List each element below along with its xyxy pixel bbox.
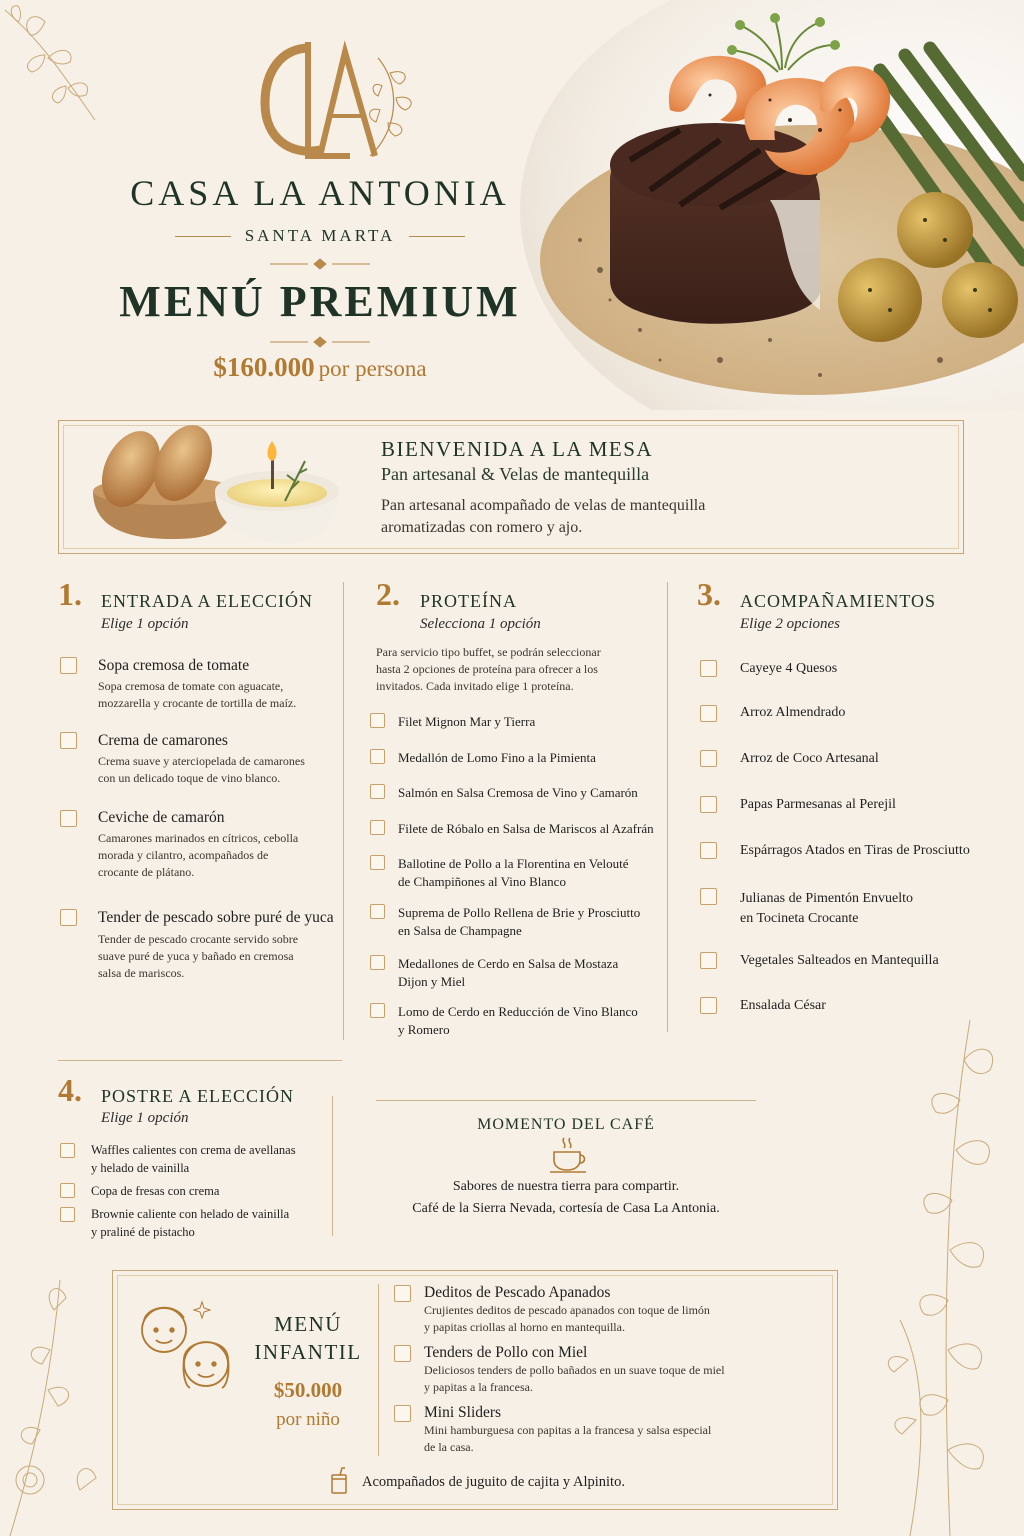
welcome-title: BIENVENIDA A LA MESA (381, 437, 654, 461)
section-title-acompanamientos: ACOMPAÑAMIENTOS (740, 591, 937, 611)
checkbox-entrada-1[interactable] (60, 657, 77, 674)
coffee-title: MOMENTO DEL CAFÉ (477, 1116, 655, 1133)
acomp-item-3: Arroz de Coco Artesanal (740, 751, 879, 766)
coffee-divider (376, 1100, 756, 1101)
section-title-proteina: PROTEÍNA (420, 591, 517, 611)
proteina-item-1-l1: Filet Mignon Mar y Tierra (398, 714, 536, 729)
checkbox-proteina-5[interactable] (370, 855, 385, 870)
kids-price-unit: por niño (276, 1409, 340, 1430)
welcome-box (58, 420, 964, 554)
checkbox-proteina-8[interactable] (370, 1003, 385, 1018)
entrada-desc-4-l2: suave puré de yuca y bañado en cremosa (98, 949, 294, 963)
checkbox-proteina-2[interactable] (370, 749, 385, 764)
section-subtitle-proteina: Selecciona 1 opción (420, 616, 541, 632)
price-amount: $160.000 (213, 352, 315, 382)
kids-faces-icon (134, 1296, 244, 1396)
acomp-item-8: Ensalada César (740, 998, 826, 1013)
proteina-item-3-l1: Salmón en Salsa Cremosa de Vino y Camarón (398, 785, 638, 800)
kids-title-l1: MENÚ (274, 1312, 342, 1336)
postre-item-1-l2: y helado de vainilla (91, 1161, 190, 1175)
entrada-desc-4-l3: salsa de mariscos. (98, 966, 185, 980)
checkbox-acomp-6[interactable] (700, 888, 717, 905)
kids-item-desc-1-l1: Crujientes deditos de pescado apanados con toque de limón (424, 1303, 710, 1317)
entrada-desc-3-l2: morada y cilantro, acompañados de (98, 848, 269, 862)
kids-menu-title (236, 1310, 380, 1366)
kids-item-desc-2-l2: y papitas a la francesa. (424, 1380, 533, 1394)
foliage-bottom-left-icon (0, 1270, 110, 1536)
proteina-note-l3: invitados. Cada invitado elige 1 proteína. (376, 679, 574, 693)
postre-item-3-l1: Brownie caliente con helado de vainilla (91, 1207, 290, 1221)
proteina-item-2 (398, 749, 596, 767)
entrada-name-2: Crema de camarones (98, 732, 228, 749)
section-number-4: 4. (58, 1072, 82, 1108)
section-number-1: 1. (58, 576, 82, 612)
checkbox-proteina-6[interactable] (370, 904, 385, 919)
entrada-desc-3 (98, 830, 298, 881)
entrada-desc-2-l2: con un delicado toque de vino blanco. (98, 771, 281, 785)
coffee-text-line-1: Sabores de nuestra tierra para compartir. (452, 1179, 680, 1194)
checkbox-proteina-3[interactable] (370, 784, 385, 799)
proteina-item-6 (398, 904, 640, 940)
acomp-item-6-l2: en Tocineta Crocante (740, 911, 859, 926)
entrada-desc-3-l1: Camarones marinados en cítricos, cebolla (98, 831, 299, 845)
divider-left (175, 236, 231, 237)
proteina-buffet-note (376, 644, 601, 695)
acomp-item-7: Vegetales Salteados en Mantequilla (740, 953, 939, 968)
kids-item-desc-3-l1: Mini hamburguesa con papitas a la francesa y salsa especial (424, 1423, 712, 1437)
price-unit: por persona (318, 356, 427, 381)
coffee-cup-icon (548, 1136, 590, 1174)
checkbox-entrada-3[interactable] (60, 810, 77, 827)
checkbox-acomp-8[interactable] (700, 997, 717, 1014)
welcome-subtitle: Pan artesanal & Velas de mantequilla (381, 464, 650, 484)
proteina-item-6-l2: en Salsa de Champagne (398, 923, 522, 938)
section-subtitle-acompanamientos: Elige 2 opciones (740, 616, 840, 632)
postre-item-1 (91, 1141, 296, 1177)
coffee-text (356, 1176, 776, 1220)
proteina-item-8 (398, 1003, 638, 1039)
price-per-person (110, 352, 530, 383)
checkbox-proteina-7[interactable] (370, 955, 385, 970)
hero-steak-shrimp-image (520, 0, 1024, 410)
entrada-desc-1 (98, 678, 296, 712)
proteina-item-3 (398, 784, 638, 802)
acomp-item-5: Espárragos Atados en Tiras de Prosciutto (740, 843, 970, 858)
column-divider-1 (343, 582, 344, 1040)
entrada-desc-4-l1: Tender de pescado crocante servido sobre (98, 932, 299, 946)
welcome-description (381, 495, 801, 539)
checkbox-postre-1[interactable] (60, 1143, 75, 1158)
proteina-item-8-l2: y Romero (398, 1022, 450, 1037)
section-divider (58, 1060, 342, 1061)
checkbox-acomp-7[interactable] (700, 952, 717, 969)
postre-item-1-l1: Waffles calientes con crema de avellanas (91, 1143, 296, 1157)
entrada-desc-2-l1: Crema suave y aterciopelada de camarones (98, 754, 305, 768)
welcome-desc-line-2: aromatizadas con romero y ajo. (381, 519, 583, 536)
kids-item-desc-2 (424, 1362, 774, 1396)
kids-item-desc-1 (424, 1302, 774, 1336)
menu-title: MENÚ PREMIUM (119, 277, 521, 326)
proteina-item-2-l1: Medallón de Lomo Fino a la Pimienta (398, 750, 596, 765)
proteina-item-8-l1: Lomo de Cerdo en Reducción de Vino Blanco (398, 1004, 638, 1019)
proteina-item-5-l1: Ballotine de Pollo a la Florentina en Velouté (398, 856, 629, 871)
section-subtitle-entrada: Elige 1 opción (101, 616, 189, 632)
bread-butter-candle-image (73, 421, 343, 551)
checkbox-acomp-2[interactable] (700, 705, 717, 722)
kids-title-l2: INFANTIL (254, 1340, 362, 1364)
acomp-item-4: Papas Parmesanas al Perejil (740, 797, 896, 812)
section-title-postre: POSTRE A ELECCIÓN (101, 1086, 295, 1106)
entrada-name-3: Ceviche de camarón (98, 809, 225, 826)
proteina-item-4 (398, 820, 654, 838)
kids-item-desc-3-l2: de la casa. (424, 1440, 474, 1454)
entrada-name-1: Sopa cremosa de tomate (98, 657, 250, 674)
acomp-item-2: Arroz Almendrado (740, 705, 846, 720)
section-number-2: 2. (376, 576, 400, 612)
entrada-name-4: Tender de pescado sobre puré de yuca (98, 909, 334, 926)
kids-footer-note: Acompañados de juguito de cajita y Alpinito. (362, 1474, 625, 1490)
proteina-item-1 (398, 713, 535, 731)
column-divider-2 (667, 582, 668, 1032)
checkbox-entrada-4[interactable] (60, 909, 77, 926)
proteina-item-7 (398, 955, 618, 991)
foliage-right-icon (880, 1020, 1024, 1536)
postre-item-2 (91, 1182, 219, 1200)
coffee-text-line-2: Café de la Sierra Nevada, cortesía de Casa La Antonia. (412, 1201, 720, 1216)
checkbox-kids-3[interactable] (394, 1405, 411, 1422)
postre-divider (332, 1096, 333, 1236)
section-number-3: 3. (697, 576, 721, 612)
foliage-top-left-icon (0, 0, 110, 130)
acomp-item-6 (740, 889, 913, 929)
brand-name: CASA LA ANTONIA (130, 173, 510, 213)
checkbox-acomp-3[interactable] (700, 750, 717, 767)
proteina-note-l2: hasta 2 opciones de proteína para ofrecer a los (376, 662, 598, 676)
acomp-item-1: Cayeye 4 Quesos (740, 661, 838, 676)
ornament-divider-icon (270, 336, 370, 348)
checkbox-kids-2[interactable] (394, 1345, 411, 1362)
section-title-entrada: ENTRADA A ELECCIÓN (101, 591, 314, 611)
proteina-note-l1: Para servicio tipo buffet, se podrán seleccionar (376, 645, 601, 659)
entrada-desc-4 (98, 931, 298, 982)
juice-box-icon (330, 1467, 348, 1495)
acomp-item-6-l1: Julianas de Pimentón Envuelto (740, 891, 914, 906)
entrada-desc-1-l2: mozzarella y crocante de tortilla de maíz. (98, 696, 297, 710)
cla-monogram-logo (250, 28, 420, 168)
proteina-item-5 (398, 855, 628, 891)
kids-item-name-1: Deditos de Pescado Apanados (424, 1284, 611, 1301)
checkbox-kids-1[interactable] (394, 1285, 411, 1302)
entrada-desc-3-l3: crocante de plátano. (98, 865, 195, 879)
section-subtitle-postre: Elige 1 opción (101, 1110, 189, 1126)
welcome-desc-line-1: Pan artesanal acompañado de velas de mantequilla (381, 497, 706, 514)
kids-price-amount: $50.000 (273, 1378, 343, 1402)
kids-item-name-3: Mini Sliders (424, 1404, 502, 1421)
proteina-item-4-l1: Filete de Róbalo en Salsa de Mariscos al Azafrán (398, 821, 654, 836)
kids-item-desc-2-l1: Deliciosos tenders de pollo bañados en un suave toque de miel (424, 1363, 725, 1377)
city-name: SANTA MARTA (244, 226, 396, 245)
proteina-item-5-l2: de Champiñones al Vino Blanco (398, 874, 566, 889)
kids-item-name-2: Tenders de Pollo con Miel (424, 1344, 588, 1361)
proteina-item-7-l1: Medallones de Cerdo en Salsa de Mostaza (398, 956, 619, 971)
checkbox-acomp-5[interactable] (700, 842, 717, 859)
kids-item-desc-1-l2: y papitas criollas al horno en mantequilla. (424, 1320, 625, 1334)
ornament-divider-icon (270, 258, 370, 270)
checkbox-acomp-4[interactable] (700, 796, 717, 813)
entrada-desc-2 (98, 753, 305, 787)
checkbox-proteina-1[interactable] (370, 713, 385, 728)
checkbox-acomp-1[interactable] (700, 660, 717, 677)
kids-item-desc-3 (424, 1422, 774, 1456)
postre-item-2-l1: Copa de fresas con crema (91, 1184, 220, 1198)
proteina-item-6-l1: Suprema de Pollo Rellena de Brie y Prosciutto (398, 905, 641, 920)
kids-divider (378, 1284, 379, 1456)
city-row (175, 226, 465, 246)
kids-price (236, 1378, 380, 1431)
divider-right (409, 236, 465, 237)
checkbox-postre-2[interactable] (60, 1183, 75, 1198)
postre-item-3 (91, 1205, 289, 1241)
checkbox-proteina-4[interactable] (370, 820, 385, 835)
entrada-desc-1-l1: Sopa cremosa de tomate con aguacate, (98, 679, 284, 693)
proteina-item-7-l2: Dijon y Miel (398, 974, 466, 989)
checkbox-postre-3[interactable] (60, 1207, 75, 1222)
checkbox-entrada-2[interactable] (60, 732, 77, 749)
postre-item-3-l2: y praliné de pistacho (91, 1225, 195, 1239)
